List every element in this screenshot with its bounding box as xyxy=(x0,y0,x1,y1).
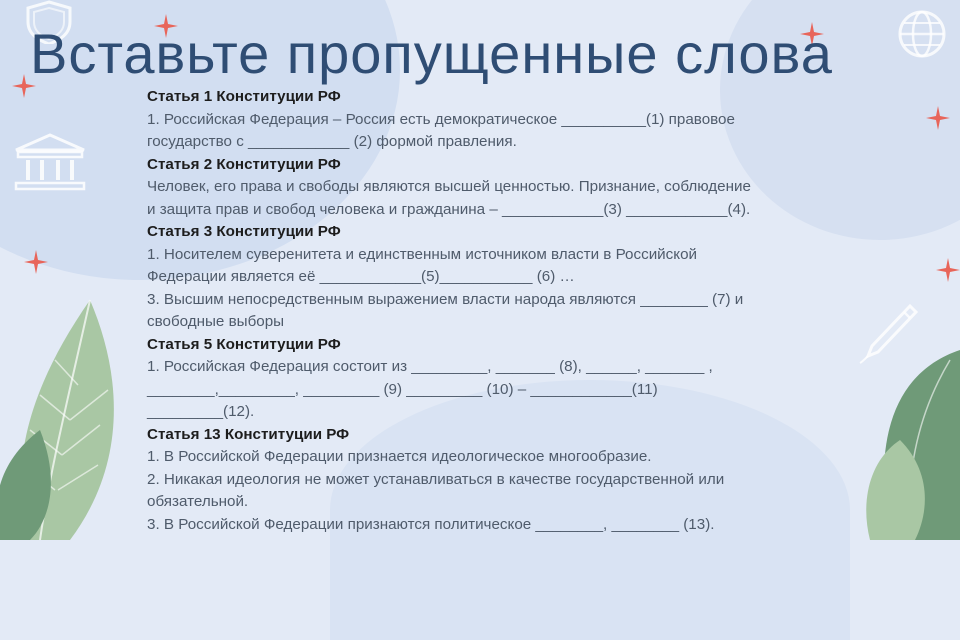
article-line: 1. Носителем суверенитета и единственным источником власти в Российской xyxy=(147,245,697,263)
sparkle-star-icon xyxy=(936,258,960,282)
article-line: 1. В Российской Федерации признается идеологическое многообразие. xyxy=(147,448,652,465)
article-line: обязательной. xyxy=(147,493,249,510)
article-heading: Статья 1 Конституции РФ xyxy=(147,88,341,105)
article-line: 1. Российская Федерация состоит из _________, _______ (8), ______, _______ , xyxy=(147,358,713,375)
article-line: 2. Никакая идеология не может устанавливаться в качестве государственной или xyxy=(147,470,725,488)
bank-building-icon xyxy=(12,132,88,192)
globe-icon xyxy=(896,8,948,60)
article-line: _________(12). xyxy=(147,403,255,420)
article-13 xyxy=(147,424,907,537)
article-3 xyxy=(147,221,907,334)
article-1 xyxy=(147,86,907,154)
article-line: Федерации является её ____________(5)___________ (6) … xyxy=(147,268,575,285)
articles-text xyxy=(147,86,907,536)
article-5 xyxy=(147,334,907,424)
article-line: свободные выборы xyxy=(147,313,285,330)
slide-title: Вставьте пропущенные слова xyxy=(30,22,833,85)
sparkle-star-icon xyxy=(24,250,48,274)
article-line: Человек, его права и свободы являются высшей ценностью. Признание, соблюдение xyxy=(147,178,751,195)
article-heading: Статья 3 Конституции РФ xyxy=(147,223,341,240)
article-heading: Статья 13 Конституции РФ xyxy=(147,425,350,443)
article-line: и защита прав и свобод человека и гражданина – ____________(3) ____________(4). xyxy=(147,200,751,218)
article-line: 3. Высшим непосредственным выражением власти народа являются ________ (7) и xyxy=(147,290,744,308)
article-line: ________,_________, _________ (9) _________ (10) – ____________(11) xyxy=(147,380,658,398)
article-line: государство с ____________ (2) формой правления. xyxy=(147,133,517,150)
article-line: 1. Российская Федерация – Россия есть демократическое __________(1) правовое xyxy=(147,110,735,128)
article-heading: Статья 5 Конституции РФ xyxy=(147,335,341,353)
sparkle-star-icon xyxy=(926,106,950,130)
article-heading: Статья 2 Конституции РФ xyxy=(147,155,341,173)
article-2 xyxy=(147,154,907,222)
article-line: 3. В Российской Федерации признаются политическое ________, ________ (13). xyxy=(147,515,715,533)
leaf-icon xyxy=(0,290,160,540)
